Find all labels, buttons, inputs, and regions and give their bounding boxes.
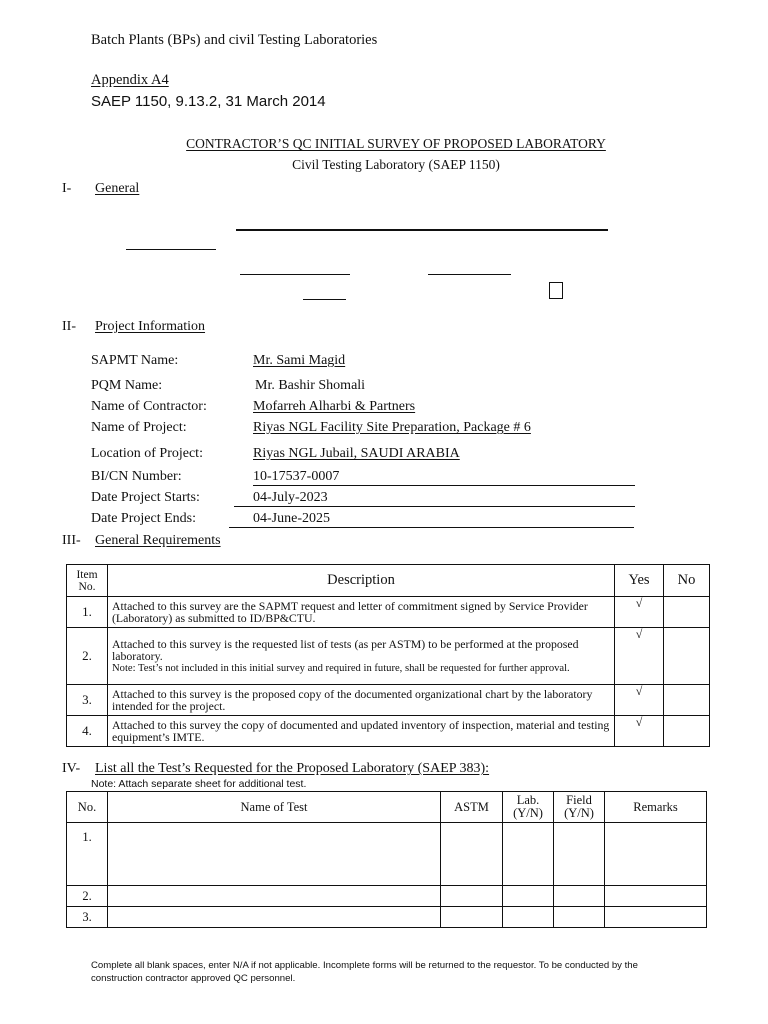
item-number: 3. [67, 685, 108, 716]
field-value: Riyas NGL Jubail, SAUDI ARABIA [253, 446, 460, 461]
test-name-cell[interactable] [108, 823, 441, 886]
form-subtitle: Civil Testing Laboratory (SAEP 1150) [292, 157, 500, 172]
field-underline [234, 506, 635, 507]
blank-field[interactable] [428, 274, 511, 275]
column-header: Lab. (Y/N) [503, 792, 554, 823]
row-number: 1. [67, 823, 108, 886]
table-row [67, 597, 710, 628]
field-underline [229, 527, 634, 528]
yes-cell[interactable]: √ [615, 628, 664, 685]
blank-field[interactable] [240, 274, 350, 275]
section-3-title: General Requirements [95, 533, 221, 548]
description-cell [108, 685, 615, 716]
no-cell[interactable] [664, 685, 710, 716]
description-cell [108, 628, 615, 685]
column-header: Item No. [67, 565, 108, 597]
yes-cell[interactable]: √ [615, 597, 664, 628]
no-cell[interactable] [664, 716, 710, 747]
row-number: 3. [67, 907, 108, 928]
test-name-cell[interactable] [108, 907, 441, 928]
astm-cell[interactable] [441, 823, 503, 886]
column-header: No. [67, 792, 108, 823]
requirements-table [66, 564, 710, 747]
field-value: Riyas NGL Facility Site Preparation, Package # 6 [253, 420, 531, 435]
table-row [67, 886, 707, 907]
description-cell [108, 716, 615, 747]
checkbox[interactable] [549, 282, 563, 299]
item-number: 1. [67, 597, 108, 628]
yes-cell[interactable]: √ [615, 716, 664, 747]
section-2-title: Project Information [95, 319, 206, 334]
column-header: No [664, 565, 710, 597]
table-row [67, 685, 710, 716]
lab-cell[interactable] [503, 907, 554, 928]
tests-table [66, 791, 707, 928]
field-underline [253, 485, 635, 486]
table-header-row [67, 565, 710, 597]
remarks-cell[interactable] [605, 907, 707, 928]
section-1-number: I- [62, 181, 72, 196]
astm-cell[interactable] [441, 886, 503, 907]
no-cell[interactable] [664, 597, 710, 628]
field-value: Mr. Bashir Shomali [255, 378, 366, 393]
section-4-title: List all the Test’s Requested for the Proposed Laboratory (SAEP 383): [95, 761, 490, 776]
field-value: 10-17537-0007 [253, 469, 340, 484]
remarks-cell[interactable] [605, 823, 707, 886]
field-label: BI/CN Number: [91, 469, 182, 484]
field-value: Mr. Sami Magid [253, 353, 346, 368]
field-label: Date Project Ends: [91, 511, 196, 526]
section-1-title: General [95, 181, 140, 196]
field-cell[interactable] [554, 907, 605, 928]
column-header: Remarks [605, 792, 707, 823]
field-value: Mofarreh Alharbi & Partners [253, 399, 416, 414]
section-4-number: IV- [62, 761, 81, 776]
row-number: 2. [67, 886, 108, 907]
field-value: 04-June-2025 [253, 511, 330, 526]
item-number: 4. [67, 716, 108, 747]
appendix-label: Appendix A4 [91, 72, 169, 88]
blank-field[interactable] [126, 249, 216, 250]
blank-field[interactable] [236, 229, 608, 231]
no-cell[interactable] [664, 628, 710, 685]
blank-field[interactable] [303, 299, 346, 300]
field-label: PQM Name: [91, 378, 163, 393]
table-row [67, 716, 710, 747]
field-label: Name of Contractor: [91, 399, 207, 414]
field-label: Date Project Starts: [91, 490, 200, 505]
astm-cell[interactable] [441, 907, 503, 928]
field-value: 04-July-2023 [253, 490, 328, 505]
column-header: Yes [615, 565, 664, 597]
column-header: Field (Y/N) [554, 792, 605, 823]
item-number: 2. [67, 628, 108, 685]
description-text: Attached to this survey are the SAPMT request and letter of commitment signed by Service Provider (Laboratory) as submitted to ID/BP&CTU. [112, 598, 588, 625]
description-cell [108, 597, 615, 628]
description-text: Attached to this survey the copy of documented and updated inventory of inspection, material and testing equipment’s IMTE. [112, 717, 610, 744]
remarks-cell[interactable] [605, 886, 707, 907]
column-header: Name of Test [108, 792, 441, 823]
reference-label: SAEP 1150, 9.13.2, 31 March 2014 [91, 93, 326, 110]
field-label: Name of Project: [91, 420, 187, 435]
lab-cell[interactable] [503, 886, 554, 907]
lab-cell[interactable] [503, 823, 554, 886]
test-name-cell[interactable] [108, 886, 441, 907]
table-row [67, 823, 707, 886]
field-label: SAPMT Name: [91, 353, 179, 368]
field-cell[interactable] [554, 886, 605, 907]
field-label: Location of Project: [91, 446, 203, 461]
yes-cell[interactable]: √ [615, 685, 664, 716]
description-text: Attached to this survey is the requested list of tests (as per ASTM) to be performed at the proposed laboratory. [112, 636, 579, 664]
table-row [67, 628, 710, 685]
document-header: Batch Plants (BPs) and civil Testing Laboratories [91, 32, 378, 48]
column-header: ASTM [441, 792, 503, 823]
column-header: Description [108, 565, 615, 597]
field-cell[interactable] [554, 823, 605, 886]
form-title: CONTRACTOR’S QC INITIAL SURVEY OF PROPOSED LABORATORY [186, 136, 606, 151]
table-row [67, 907, 707, 928]
section-2-number: II- [62, 319, 76, 334]
footer-instructions: Complete all blank spaces, enter N/A if not applicable. Incomplete forms will be returned to the requestor. To be conducted by the construction contractor approved QC personnel. [91, 960, 638, 984]
table-header-row [67, 792, 707, 823]
description-text: Attached to this survey is the proposed copy of the documented organizational chart by the laboratory intended for the project. [112, 686, 593, 713]
description-note: Note: Test’s not included in this initial survey and required in future, shall be requested for further approval. [112, 662, 570, 674]
section-4-note: Note: Attach separate sheet for additional test. [91, 778, 307, 790]
section-3-number: III- [62, 533, 81, 548]
